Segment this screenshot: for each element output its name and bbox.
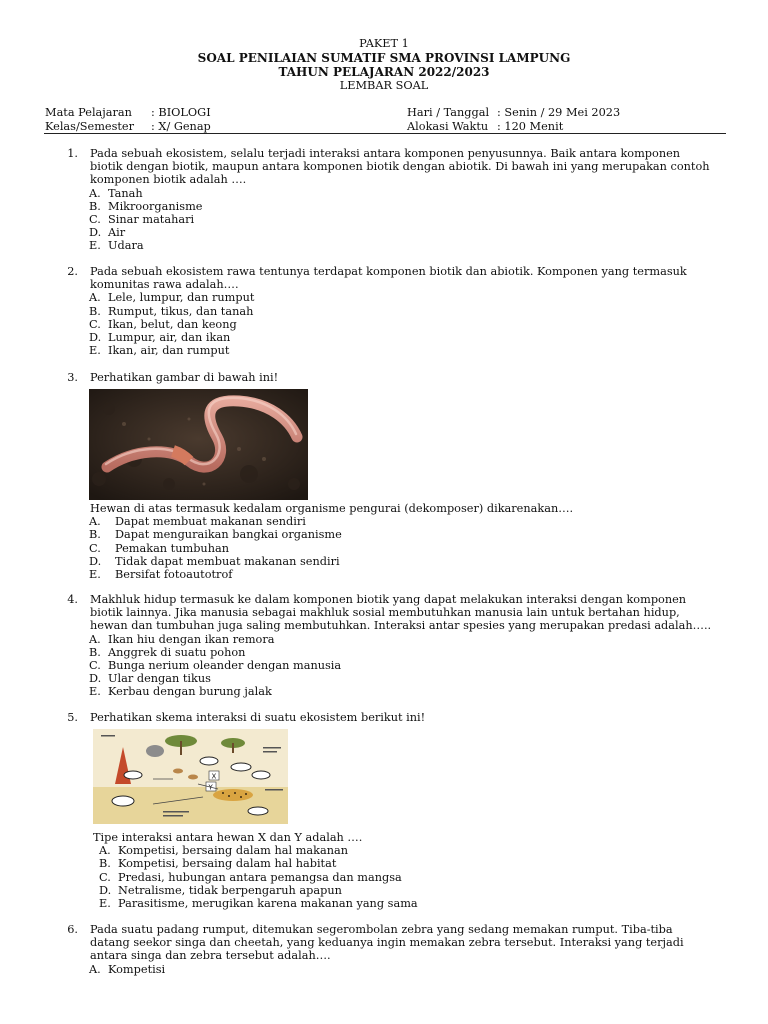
option-c: C. Predasi, hubungan antara pemangsa dan mangsa	[99, 870, 402, 884]
option-e: E. Kerbau dengan burung jalak	[89, 685, 272, 699]
label-x: X	[211, 772, 217, 781]
question-line: komunitas rawa adalah….	[90, 278, 239, 292]
question-line: Perhatikan gambar di bawah ini!	[90, 371, 279, 384]
header-divider	[44, 133, 726, 134]
option-e: E. Ikan, air, dan rumput	[89, 344, 230, 358]
question-3	[60, 371, 730, 384]
earthworm-photo	[89, 389, 308, 500]
option-c: C. Ikan, belut, dan keong	[89, 317, 237, 331]
option-d: D. Ular dengan tikus	[89, 672, 211, 686]
question-line: Pada suatu padang rumput, ditemukan segerombolan zebra yang sedang memakan rumput. Tiba-tiba	[90, 923, 673, 936]
subject-label: Mata Pelajaran	[45, 106, 132, 119]
option-e: E. Udara	[89, 239, 144, 253]
question-3-body	[60, 502, 730, 581]
option-d: D. Netralisme, tidak berpengaruh apapun	[99, 883, 342, 897]
question-4	[60, 593, 730, 699]
question-line: antara singa dan zebra tersebut adalah….	[90, 949, 331, 963]
time-label: Alokasi Waktu	[407, 120, 489, 133]
option-a: A. Kompetisi	[89, 962, 166, 976]
option-e: E. Bersifat fotoautotrof	[89, 568, 233, 582]
option-b: B. Rumput, tikus, dan tanah	[89, 304, 254, 318]
question-1	[60, 147, 730, 253]
day-label: Hari / Tanggal	[407, 106, 490, 119]
question-5	[60, 711, 730, 724]
paket-label: PAKET 1	[359, 37, 409, 50]
question-line: komponen biotik adalah ….	[90, 173, 247, 187]
option-b: B. Dapat menguraikan bangkai organisme	[89, 528, 342, 542]
question-line: biotik dengan biotik, maupun antara komponen biotik dengan abiotik. Di bawah ini yang merupakan contoh	[90, 160, 710, 174]
question-number: 1.	[67, 147, 78, 160]
option-c: C. Bunga nerium oleander dengan manusia	[89, 659, 342, 673]
option-c: C. Pemakan tumbuhan	[89, 541, 229, 555]
question-number: 6.	[67, 923, 78, 936]
class-value: : X/ Genap	[151, 120, 211, 133]
option-d: D. Tidak dapat membuat makanan sendiri	[89, 554, 340, 568]
option-d: D. Air	[89, 226, 126, 240]
question-6	[60, 923, 730, 976]
option-a: A. Ikan hiu dengan ikan remora	[89, 632, 275, 646]
option-b: B. Anggrek di suatu pohon	[89, 645, 246, 659]
day-value: : Senin / 29 Mei 2023	[497, 106, 621, 119]
option-c: C. Sinar matahari	[89, 213, 195, 227]
question-5-body	[60, 831, 730, 910]
subject-value: : BIOLOGI	[151, 106, 211, 119]
option-a: A. Kompetisi, bersaing dalam hal makanan	[99, 844, 349, 858]
question-line: hewan dan tumbuhan juga saling membutuhkan. Interaksi antar spesies yang merupakan predasi adalah…..	[90, 619, 712, 633]
option-b: B. Mikroorganisme	[89, 199, 203, 213]
question-line: Tipe interaksi antara hewan X dan Y adalah ….	[93, 831, 363, 844]
label-y: Y	[208, 783, 213, 792]
option-a: A. Tanah	[89, 186, 143, 200]
question-line: Perhatikan skema interaksi di suatu ekosistem berikut ini!	[90, 711, 426, 724]
option-e: E. Parasitisme, merugikan karena makanan yang sama	[99, 897, 418, 911]
option-b: B. Kompetisi, bersaing dalam hal habitat	[99, 857, 337, 871]
question-number: 5.	[67, 711, 78, 724]
question-number: 2.	[67, 265, 78, 278]
class-label: Kelas/Semester	[45, 120, 135, 133]
question-line: Pada sebuah ekosistem, selalu terjadi interaksi antara komponen penyusunnya. Baik antara komponen	[90, 147, 681, 160]
question-line: Pada sebuah ekosistem rawa tentunya terdapat komponen biotik dan abiotik. Komponen yang termasuk	[90, 265, 687, 278]
option-d: D. Lumpur, air, dan ikan	[89, 331, 231, 345]
question-number: 4.	[67, 593, 78, 606]
option-a: A. Lele, lumpur, dan rumput	[89, 291, 255, 305]
academic-year: TAHUN PELAJARAN 2022/2023	[278, 65, 490, 79]
question-line: Hewan di atas termasuk kedalam organisme pengurai (dekomposer) dikarenakan….	[90, 502, 574, 515]
question-number: 3.	[67, 371, 78, 384]
time-value: : 120 Menit	[497, 120, 564, 133]
question-2	[60, 265, 730, 357]
exam-title: SOAL PENILAIAN SUMATIF SMA PROVINSI LAMPUNG	[197, 51, 571, 65]
option-a: A. Dapat membuat makanan sendiri	[89, 515, 306, 529]
question-line: datang seekor singa dan cheetah, yang keduanya ingin memakan zebra tersebut. Interaksi yang terjadi	[90, 936, 684, 950]
question-line: biotik lainnya. Jika manusia sebagai makhluk sosial membutuhkan manusia lain untuk bertahan hidup,	[90, 606, 680, 620]
ecosystem-interaction-diagram	[93, 729, 288, 824]
question-line: Makhluk hidup termasuk ke dalam komponen biotik yang dapat melakukan interaksi dengan komponen	[90, 593, 687, 606]
sheet-label: LEMBAR SOAL	[339, 79, 429, 92]
